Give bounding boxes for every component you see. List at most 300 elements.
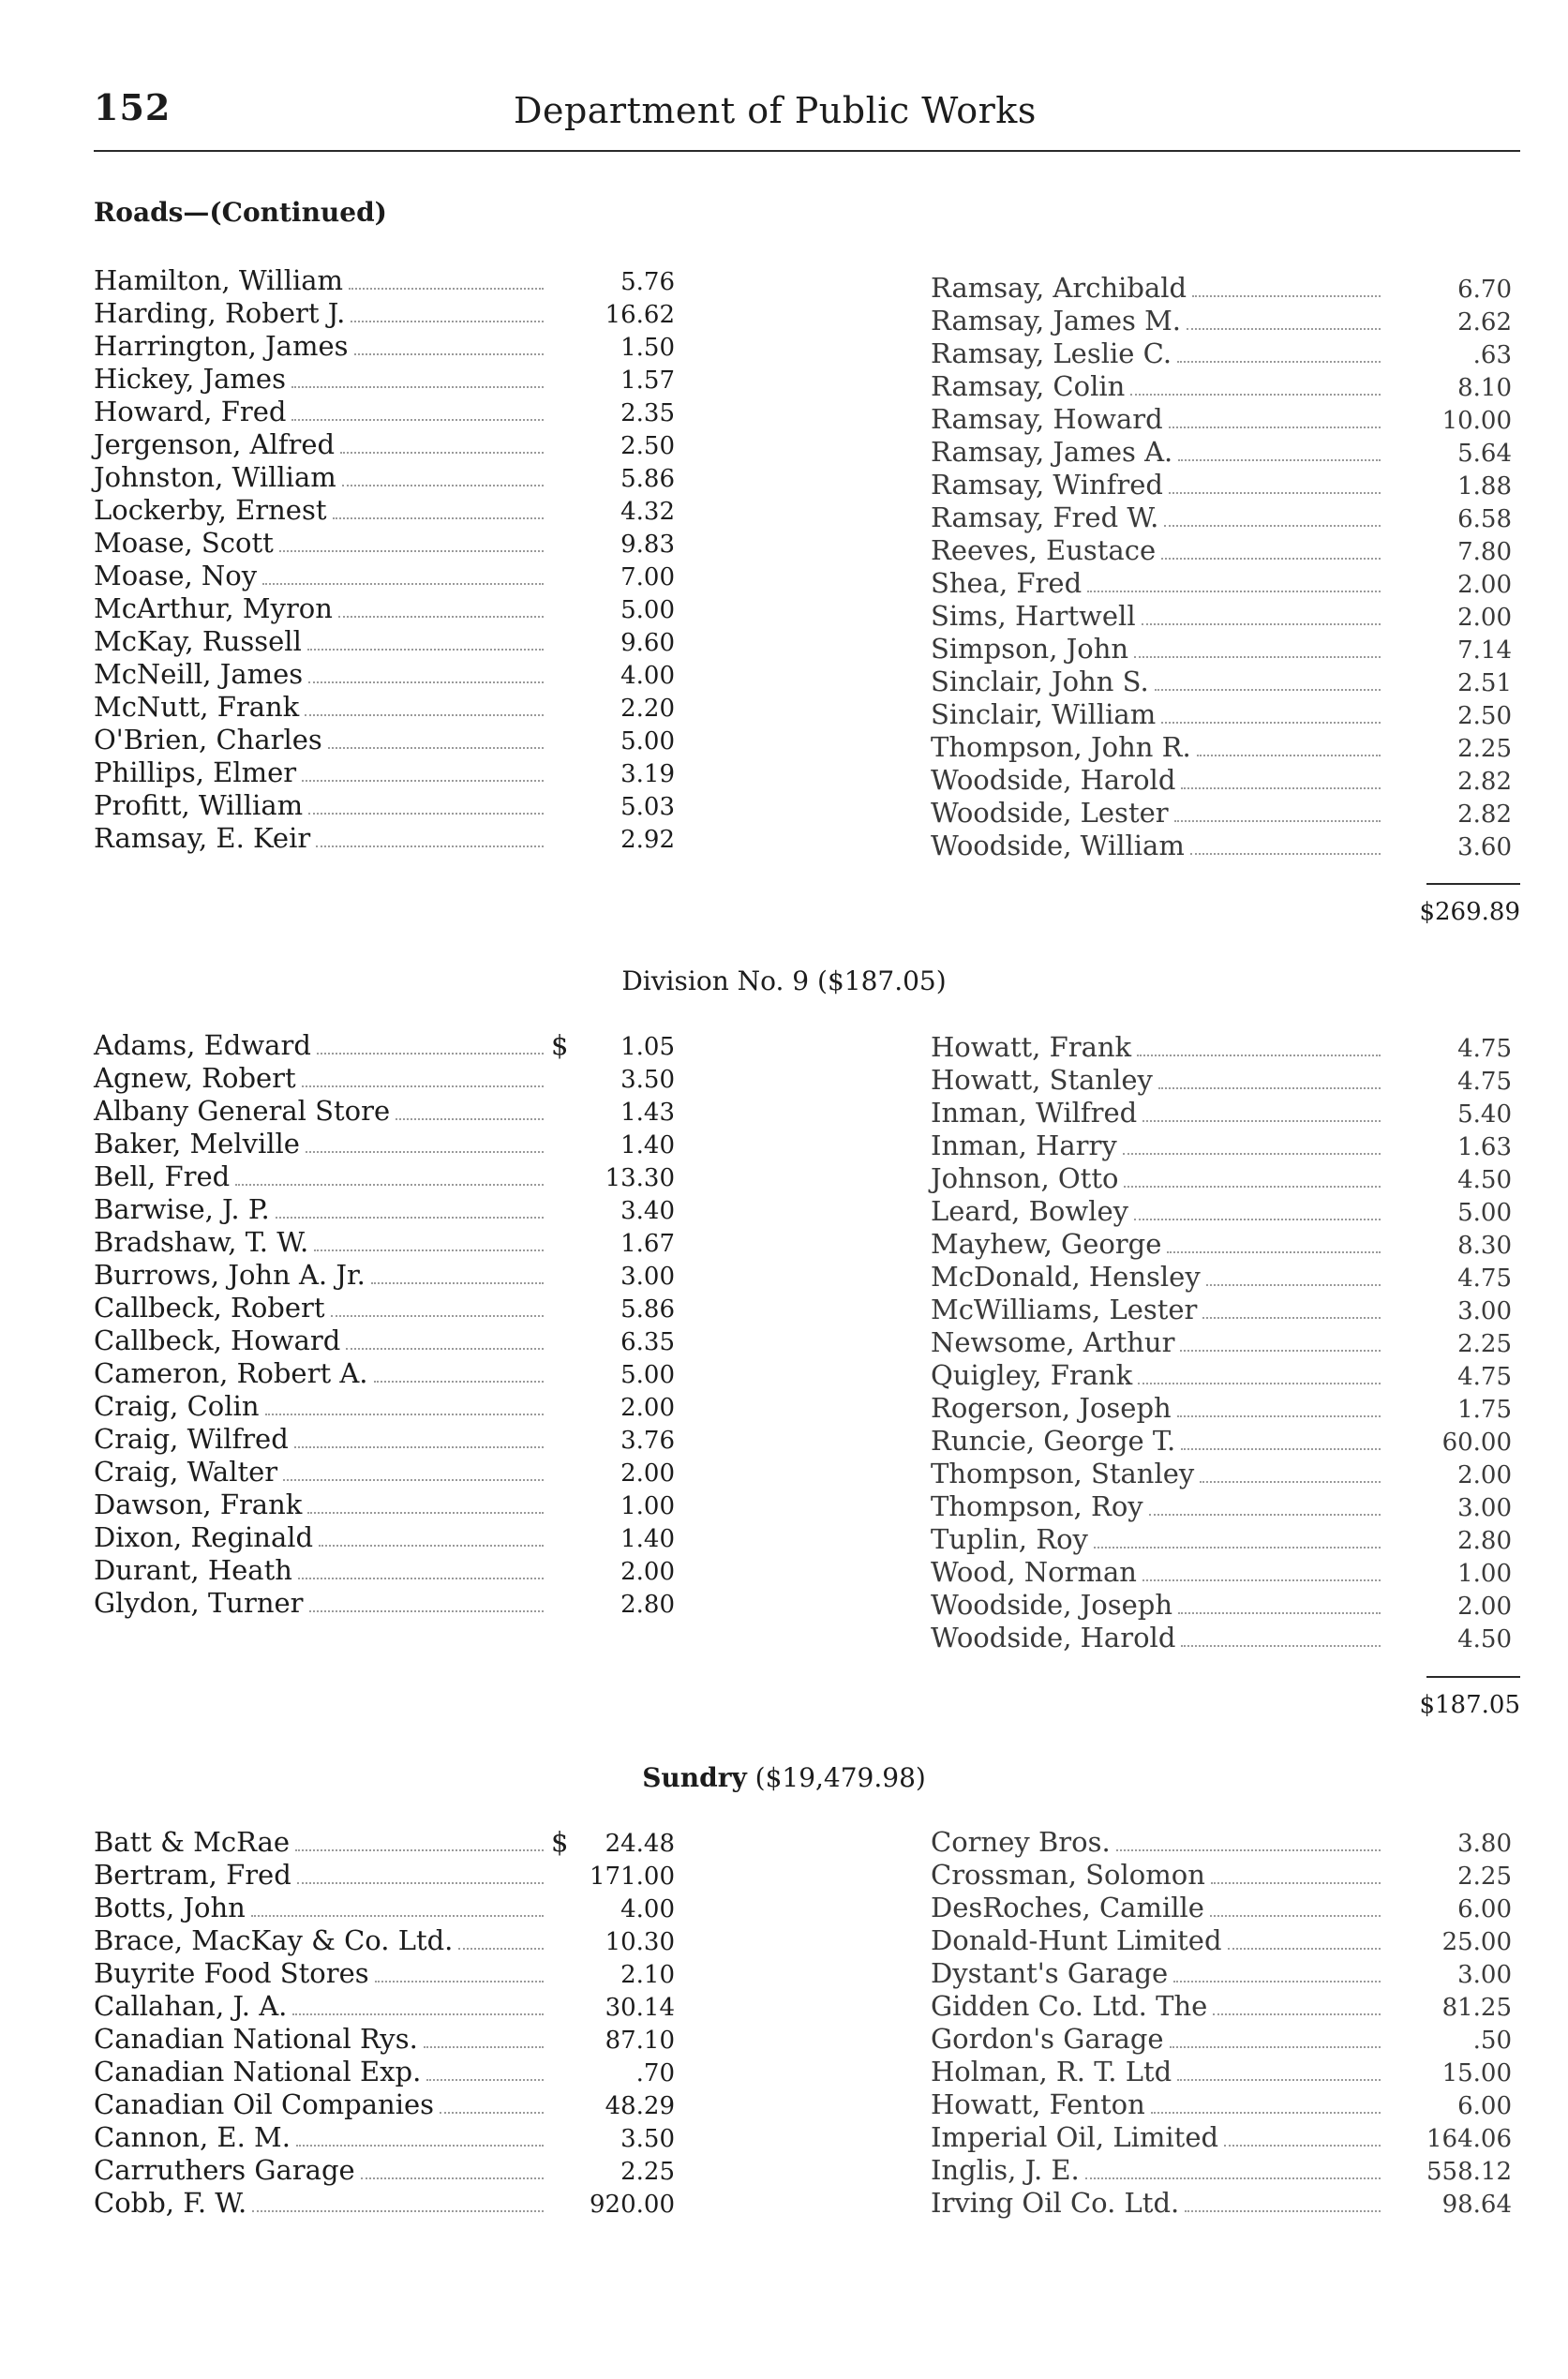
payee-name: Albany General Store: [94, 1095, 391, 1127]
ledger-row: [94, 297, 675, 330]
dot-leader: [346, 1348, 544, 1350]
amount: 87.10: [605, 2027, 675, 2055]
payee-name: Ramsay, Howard: [931, 403, 1163, 435]
running-head-title: Department of Public Works: [514, 90, 1037, 131]
ledger-row: [931, 1924, 1512, 1957]
dot-leader: [1134, 1219, 1381, 1220]
amount: 7.80: [1457, 538, 1512, 566]
amount: 1.00: [1457, 1560, 1512, 1588]
amount: 1.50: [620, 334, 675, 362]
ledger-row: [931, 1097, 1512, 1130]
ledger-row: [94, 625, 675, 658]
roads-left-column: [94, 264, 675, 855]
payee-name: Callbeck, Robert: [94, 1292, 325, 1324]
dot-leader: [1210, 1915, 1381, 1917]
amount: 3.40: [620, 1197, 675, 1225]
dot-leader: [426, 2079, 544, 2081]
amount: 4.75: [1457, 1068, 1512, 1096]
ledger-row: [931, 731, 1512, 764]
dot-leader: [1181, 1645, 1381, 1647]
payee-name: Woodside, William: [931, 830, 1185, 861]
dot-leader: [294, 1446, 544, 1448]
payee-name: Tuplin, Roy: [931, 1523, 1088, 1555]
dot-leader: [279, 550, 544, 552]
ledger-row: [94, 1259, 675, 1292]
dot-leader: [262, 583, 544, 585]
ledger-row: [94, 592, 675, 625]
amount: 6.70: [1457, 276, 1512, 304]
dot-leader: [1185, 2210, 1381, 2212]
sundry-left-column: [94, 1826, 675, 2220]
payee-name: Callahan, J. A.: [94, 1990, 288, 2022]
ledger-row: [94, 1826, 675, 1859]
sundry-heading-label: Sundry: [642, 1762, 747, 1793]
dot-leader: [354, 353, 544, 355]
division-right-column: [931, 1031, 1512, 1654]
dot-leader: [1142, 1120, 1381, 1122]
payee-name: Sims, Hartwell: [931, 600, 1136, 632]
payee-name: Buyrite Food Stores: [94, 1957, 369, 1989]
ledger-row: [931, 830, 1512, 862]
payee-name: Howatt, Fenton: [931, 2088, 1145, 2120]
payee-name: Johnson, Otto: [931, 1162, 1119, 1194]
payee-name: Ramsay, James M.: [931, 305, 1182, 337]
amount: 2.00: [620, 1394, 675, 1422]
payee-name: Woodside, Lester: [931, 797, 1169, 829]
payee-name: Canadian Oil Companies: [94, 2088, 435, 2120]
ledger-row: [931, 1261, 1512, 1294]
ledger-row: [94, 1859, 675, 1892]
dot-leader: [338, 616, 544, 618]
ledger-row: [931, 1622, 1512, 1654]
dot-leader: [1170, 2046, 1381, 2048]
sundry-right-column: [931, 1826, 1512, 2220]
dot-leader: [1116, 1849, 1381, 1851]
dot-leader: [1138, 1383, 1381, 1384]
payee-name: Bertram, Fred: [94, 1859, 291, 1891]
division-heading-amount: ($187.05): [817, 965, 947, 996]
amount: 4.50: [1457, 1625, 1512, 1653]
amount: 25.00: [1441, 1928, 1512, 1956]
ledger-row: [94, 1324, 675, 1357]
payee-name: Woodside, Harold: [931, 1622, 1176, 1653]
payee-name: Bell, Fred: [94, 1160, 231, 1192]
ledger-row: [931, 567, 1512, 600]
amount: 10.00: [1441, 407, 1512, 435]
ledger-row: [94, 1029, 675, 1062]
ledger-row: [931, 2154, 1512, 2187]
dot-leader: [1149, 1514, 1381, 1516]
ledger-row: [931, 469, 1512, 501]
amount: 5.00: [620, 596, 675, 624]
ledger-row: [94, 1456, 675, 1489]
amount: 3.00: [1457, 1297, 1512, 1325]
payee-name: Rogerson, Joseph: [931, 1392, 1172, 1424]
payee-name: Ramsay, E. Keir: [94, 822, 311, 854]
dot-leader: [292, 2013, 544, 2015]
amount: 4.75: [1457, 1035, 1512, 1063]
payee-name: Quigley, Frank: [931, 1359, 1133, 1391]
payee-name: Canadian National Exp.: [94, 2056, 422, 2087]
dot-leader: [1155, 689, 1381, 691]
ledger-row: [931, 2088, 1512, 2121]
amount: 2.00: [1457, 1593, 1512, 1621]
payee-name: McArthur, Myron: [94, 592, 333, 624]
dot-leader: [1177, 2079, 1381, 2081]
amount: 2.51: [1457, 669, 1512, 697]
amount: .70: [635, 2059, 675, 2087]
ledger-row: [94, 527, 675, 560]
ledger-row: [94, 1892, 675, 1924]
dot-leader: [1169, 492, 1381, 494]
payee-name: McKay, Russell: [94, 625, 302, 657]
amount: 2.20: [620, 695, 675, 723]
amount: 920.00: [590, 2191, 675, 2219]
division-heading-label: Division No. 9: [621, 965, 810, 996]
ledger-row: [94, 1226, 675, 1259]
dot-leader: [1228, 1948, 1381, 1950]
payee-name: Runcie, George T.: [931, 1425, 1176, 1457]
ledger-row: [931, 1195, 1512, 1228]
ledger-row: [931, 1294, 1512, 1326]
payee-name: Corney Bros.: [931, 1826, 1111, 1858]
amount: 4.75: [1457, 1264, 1512, 1293]
ledger-row: [94, 1095, 675, 1128]
ledger-row: [94, 1193, 675, 1226]
sundry-heading: [0, 1762, 1568, 1793]
dot-leader: [1211, 1882, 1381, 1884]
dot-leader: [302, 780, 544, 782]
dot-leader: [298, 1578, 544, 1579]
amount: 5.03: [620, 793, 675, 821]
roads-right-column: [931, 272, 1512, 862]
payee-name: Bradshaw, T. W.: [94, 1226, 309, 1258]
payee-name: Moase, Noy: [94, 560, 258, 591]
payee-name: Durant, Heath: [94, 1554, 292, 1586]
amount: 2.10: [620, 1961, 675, 1989]
ledger-row: [931, 1162, 1512, 1195]
amount: 5.40: [1457, 1100, 1512, 1129]
payee-name: Newsome, Arthur: [931, 1326, 1175, 1358]
dot-leader: [1164, 525, 1381, 527]
dot-leader: [331, 1315, 544, 1317]
amount: .63: [1472, 341, 1512, 369]
payee-name: Profitt, William: [94, 789, 304, 821]
ledger-row: [94, 1128, 675, 1160]
dot-leader: [308, 681, 544, 683]
payee-name: Harrington, James: [94, 330, 349, 362]
dot-leader: [235, 1184, 544, 1186]
ledger-row: [94, 264, 675, 297]
amount: 2.00: [1457, 604, 1512, 632]
amount: 98.64: [1441, 2191, 1512, 2219]
payee-name: Lockerby, Ernest: [94, 494, 327, 526]
amount: 1.40: [620, 1525, 675, 1553]
payee-name: Gordon's Garage: [931, 2023, 1164, 2055]
ledger-row: [931, 337, 1512, 370]
ledger-row: [94, 1062, 675, 1095]
payee-name: Ramsay, Archibald: [931, 272, 1187, 304]
amount: 1.00: [620, 1492, 675, 1520]
amount: 24.48: [605, 1830, 675, 1858]
amount: 4.00: [620, 662, 675, 690]
dot-leader: [424, 2046, 544, 2048]
dot-leader: [440, 2112, 544, 2114]
ledger-row: [94, 1587, 675, 1620]
dot-leader: [291, 419, 544, 421]
ledger-row: [931, 1359, 1512, 1392]
payee-name: Simpson, John: [931, 633, 1129, 665]
ledger-row: [931, 797, 1512, 830]
payee-name: Adams, Edward: [94, 1029, 311, 1061]
ledger-row: [94, 363, 675, 396]
amount: 9.83: [620, 531, 675, 559]
ledger-row: [931, 1031, 1512, 1064]
dot-leader: [1130, 394, 1381, 396]
payee-name: Donald-Hunt Limited: [931, 1924, 1222, 1956]
amount: 164.06: [1426, 2125, 1512, 2153]
ledger-row: [931, 501, 1512, 534]
dot-leader: [1181, 787, 1381, 789]
ledger-row: [94, 822, 675, 855]
payee-name: Thompson, Roy: [931, 1490, 1143, 1522]
payee-name: Woodside, Joseph: [931, 1589, 1173, 1621]
ledger-row: [94, 494, 675, 527]
dot-leader: [375, 1981, 544, 1982]
ledger-row: [931, 633, 1512, 666]
amount: 1.67: [620, 1230, 675, 1258]
payee-name: Cannon, E. M.: [94, 2121, 291, 2153]
amount: 5.64: [1457, 440, 1512, 468]
dot-leader: [309, 1610, 544, 1612]
payee-name: Wood, Norman: [931, 1556, 1137, 1588]
amount: 2.25: [1457, 735, 1512, 763]
amount: 5.00: [620, 1361, 675, 1389]
payee-name: Inglis, J. E.: [931, 2154, 1080, 2186]
ledger-row: [931, 1523, 1512, 1556]
payee-name: Hamilton, William: [94, 264, 344, 296]
dot-leader: [291, 386, 544, 388]
ledger-row: [94, 724, 675, 756]
dot-leader: [283, 1479, 544, 1481]
payee-name: Ramsay, Leslie C.: [931, 337, 1172, 369]
ledger-row: [931, 2023, 1512, 2056]
payee-name: Imperial Oil, Limited: [931, 2121, 1219, 2153]
amount: 13.30: [605, 1164, 675, 1192]
payee-name: Agnew, Robert: [94, 1062, 296, 1094]
ledger-row: [94, 1554, 675, 1587]
dot-leader: [1161, 558, 1381, 560]
ledger-row: [931, 2056, 1512, 2088]
ledger-row: [931, 1228, 1512, 1261]
amount: 3.19: [620, 760, 675, 788]
payee-name: Howard, Fred: [94, 396, 287, 427]
payee-name: Dixon, Reginald: [94, 1521, 314, 1553]
ledger-row: [931, 534, 1512, 567]
dot-leader: [314, 1249, 544, 1251]
ledger-row: [931, 764, 1512, 797]
amount: 1.40: [620, 1131, 675, 1160]
currency-sign: $: [551, 1029, 569, 1061]
amount: 10.30: [605, 1928, 675, 1956]
ledger-row: [931, 666, 1512, 698]
amount: 2.00: [620, 1558, 675, 1586]
amount: 5.00: [1457, 1199, 1512, 1227]
amount: 3.00: [1457, 1494, 1512, 1522]
payee-name: Craig, Walter: [94, 1456, 278, 1488]
amount: 1.05: [620, 1033, 675, 1061]
dot-leader: [1161, 722, 1381, 724]
payee-name: Inman, Wilfred: [931, 1097, 1138, 1129]
roads-total: $269.89: [1419, 898, 1520, 926]
ledger-row: [94, 658, 675, 691]
amount: 1.88: [1457, 472, 1512, 501]
ledger-row: [94, 330, 675, 363]
amount: 2.82: [1457, 768, 1512, 796]
amount: 1.43: [620, 1099, 675, 1127]
payee-name: Ramsay, Fred W.: [931, 501, 1159, 533]
payee-name: Thompson, Stanley: [931, 1458, 1195, 1489]
ledger-row: [94, 1990, 675, 2023]
ledger-row: [94, 2121, 675, 2154]
amount: 4.00: [620, 1895, 675, 1923]
dot-leader: [340, 452, 544, 454]
ledger-row: [94, 461, 675, 494]
amount: 2.80: [1457, 1527, 1512, 1555]
dot-leader: [1206, 1284, 1381, 1286]
sundry-heading-amount: ($19,479.98): [754, 1762, 926, 1793]
dot-leader: [319, 1545, 544, 1547]
header-rule: [94, 150, 1520, 152]
dot-leader: [316, 845, 544, 847]
amount: 2.50: [620, 432, 675, 460]
payee-name: Crossman, Solomon: [931, 1859, 1205, 1891]
payee-name: Phillips, Elmer: [94, 756, 297, 788]
currency-sign: $: [551, 1826, 569, 1858]
payee-name: Hickey, James: [94, 363, 286, 395]
payee-name: Reeves, Eustace: [931, 534, 1157, 566]
payee-name: Irving Oil Co. Ltd.: [931, 2187, 1180, 2219]
dot-leader: [396, 1118, 544, 1120]
ledger-row: [931, 1064, 1512, 1097]
ledger-row: [94, 1957, 675, 1990]
amount: 3.80: [1457, 1830, 1512, 1858]
dot-leader: [1180, 1350, 1381, 1352]
dot-leader: [1190, 853, 1381, 855]
ledger-row: [94, 1423, 675, 1456]
payee-name: Craig, Wilfred: [94, 1423, 289, 1455]
dot-leader: [305, 714, 544, 716]
division-left-column: [94, 1029, 675, 1620]
payee-name: Craig, Colin: [94, 1390, 260, 1422]
payee-name: Moase, Scott: [94, 527, 274, 559]
amount: 6.00: [1457, 1895, 1512, 1923]
amount: 5.86: [620, 1295, 675, 1324]
payee-name: Dystant's Garage: [931, 1957, 1169, 1989]
amount: 2.25: [1457, 1863, 1512, 1891]
payee-name: Shea, Fred: [931, 567, 1083, 599]
amount: 7.00: [620, 563, 675, 591]
dot-leader: [1158, 1087, 1381, 1089]
ledger-row: [94, 1160, 675, 1193]
dot-leader: [1187, 328, 1381, 330]
dot-leader: [1213, 2013, 1381, 2015]
amount: 1.57: [620, 367, 675, 395]
amount: 2.62: [1457, 308, 1512, 337]
payee-name: McDonald, Hensley: [931, 1261, 1201, 1293]
amount: 6.00: [1457, 2092, 1512, 2120]
dot-leader: [1178, 1612, 1381, 1614]
dot-leader: [1169, 426, 1381, 428]
dot-leader: [1224, 2145, 1381, 2147]
dot-leader: [1142, 1579, 1381, 1581]
ledger-row: [94, 2088, 675, 2121]
dot-leader: [1178, 459, 1381, 461]
ledger-row: [931, 698, 1512, 731]
payee-name: Carruthers Garage: [94, 2154, 355, 2186]
amount: 81.25: [1441, 1994, 1512, 2022]
payee-name: Mayhew, George: [931, 1228, 1162, 1260]
dot-leader: [1167, 1251, 1381, 1253]
payee-name: McWilliams, Lester: [931, 1294, 1198, 1325]
payee-name: Baker, Melville: [94, 1128, 300, 1160]
dot-leader: [1173, 1981, 1381, 1982]
dot-leader: [342, 485, 544, 486]
dot-leader: [333, 517, 545, 519]
dot-leader: [306, 1151, 544, 1153]
ledger-row: [931, 436, 1512, 469]
ledger-row: [931, 2187, 1512, 2220]
amount: 3.50: [620, 2125, 675, 2153]
amount: 1.75: [1457, 1396, 1512, 1424]
payee-name: O'Brien, Charles: [94, 724, 322, 756]
ledger-row: [931, 1589, 1512, 1622]
payee-name: Harding, Robert J.: [94, 297, 346, 329]
dot-leader: [361, 2177, 544, 2179]
dot-leader: [1192, 295, 1381, 297]
amount: 2.50: [1457, 702, 1512, 730]
payee-name: Burrows, John A. Jr.: [94, 1259, 366, 1291]
amount: 3.76: [620, 1427, 675, 1455]
ledger-row: [94, 756, 675, 789]
ledger-row: [931, 2121, 1512, 2154]
dot-leader: [349, 288, 544, 290]
payee-name: Woodside, Harold: [931, 764, 1176, 796]
ledger-row: [931, 1326, 1512, 1359]
dot-leader: [1181, 1448, 1381, 1450]
ledger-row: [931, 1957, 1512, 1990]
page-number: 152: [94, 86, 172, 128]
amount: 1.63: [1457, 1133, 1512, 1161]
payee-name: Howatt, Frank: [931, 1031, 1132, 1063]
ledger-row: [94, 1924, 675, 1957]
payee-name: Thompson, John R.: [931, 731, 1191, 763]
amount: 171.00: [590, 1863, 675, 1891]
division-total-rule: [1426, 1676, 1520, 1678]
ledger-row: [931, 370, 1512, 403]
dot-leader: [297, 1882, 544, 1884]
dot-leader: [351, 321, 544, 322]
ledger-row: [931, 1892, 1512, 1924]
amount: 2.25: [620, 2158, 675, 2186]
ledger-row: [94, 1390, 675, 1423]
dot-leader: [307, 649, 544, 651]
ledger-row: [931, 1490, 1512, 1523]
amount: 2.00: [1457, 571, 1512, 599]
amount: 4.32: [620, 498, 675, 526]
amount: 2.00: [1457, 1461, 1512, 1489]
ledger-row: [94, 1489, 675, 1521]
